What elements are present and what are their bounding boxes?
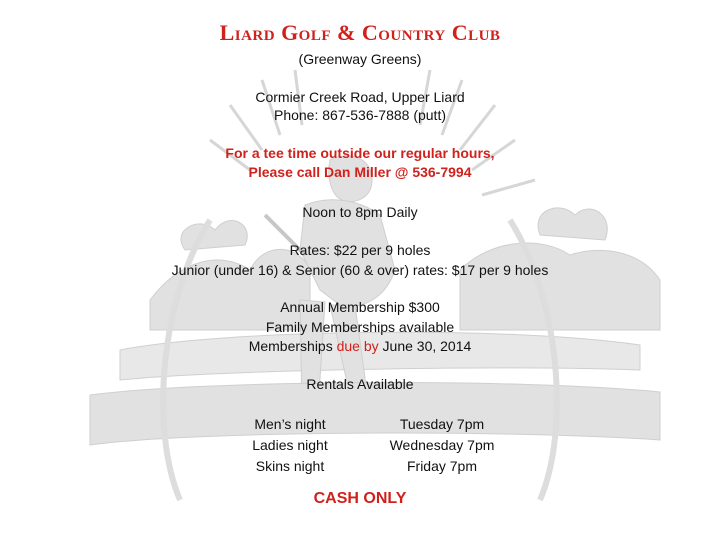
event-time: Tuesday 7pm [399, 416, 485, 432]
membership-family: Family Memberships available [265, 319, 455, 335]
event-name: Skins night [255, 458, 325, 474]
membership-due [0, 337, 720, 355]
membership-due-highlight: due by [336, 338, 379, 354]
membership-due-date: June 30, 2014 [382, 338, 472, 354]
event-time: Wednesday 7pm [389, 437, 495, 453]
rates-line2: Junior (under 16) & Senior (60 & over) rates: $17 per 9 holes [171, 262, 549, 278]
event-name: Men’s night [254, 416, 326, 432]
event-names [230, 414, 350, 477]
events-table [0, 414, 720, 474]
address: Cormier Creek Road, Upper Liard [255, 89, 465, 105]
tee-time-notice-line2: Please call Dan Miller @ 536-7994 [248, 164, 472, 180]
tee-time-notice-line1: For a tee time outside our regular hours, [225, 145, 495, 161]
event-name: Ladies night [252, 437, 328, 453]
hours: Noon to 8pm Daily [302, 204, 418, 220]
club-title: Liard Golf & Country Club [219, 20, 501, 45]
rates-line1: Rates: $22 per 9 holes [289, 242, 431, 258]
cash-only-notice: CASH ONLY [313, 490, 407, 507]
event-times [372, 414, 512, 477]
club-subtitle: (Greenway Greens) [298, 51, 422, 67]
membership-due-prefix: Memberships [248, 338, 333, 354]
membership-annual: Annual Membership $300 [280, 299, 440, 315]
event-time: Friday 7pm [406, 458, 478, 474]
rentals: Rentals Available [306, 376, 414, 392]
phone: Phone: 867-536-7888 (putt) [273, 107, 446, 123]
